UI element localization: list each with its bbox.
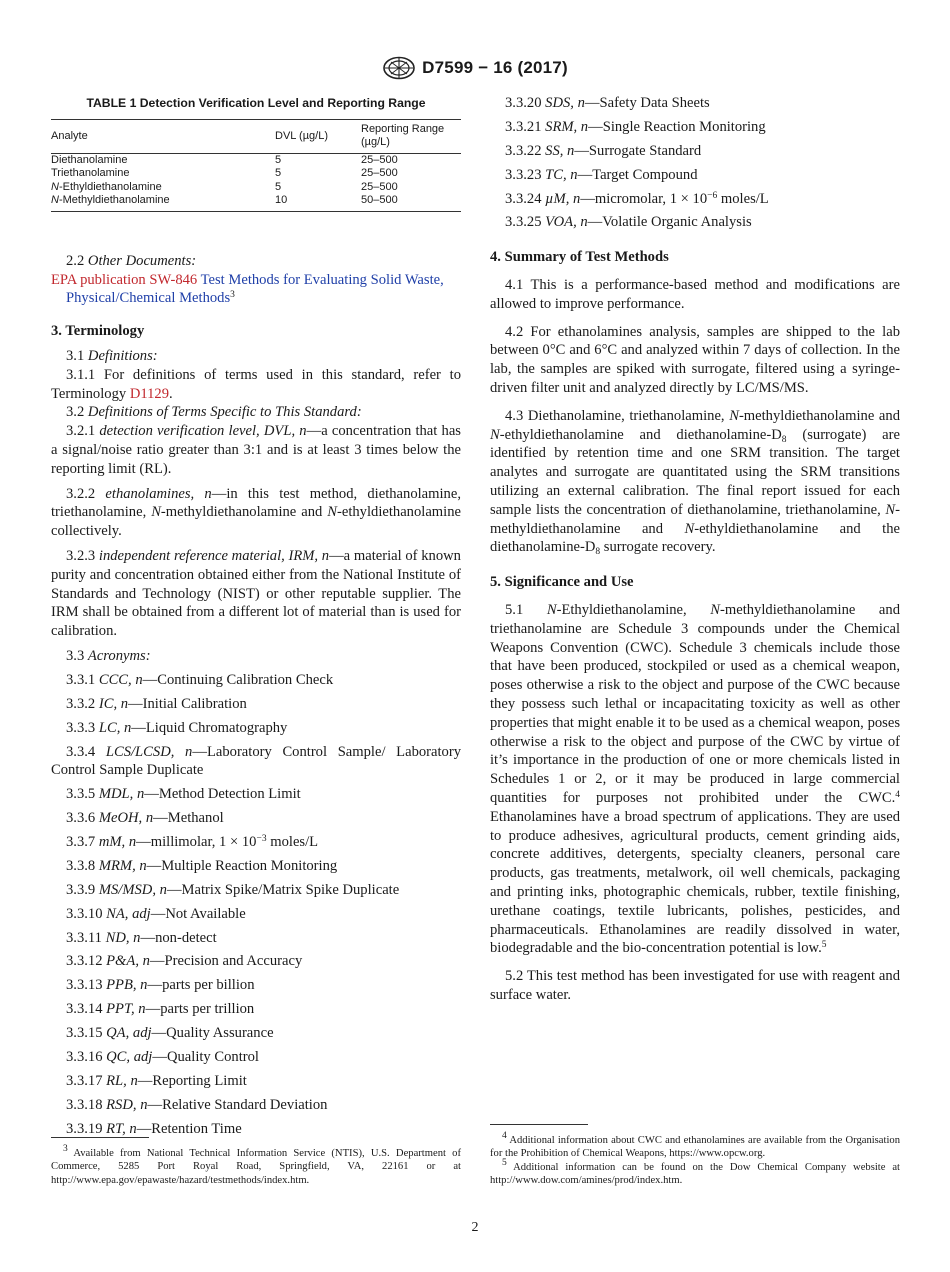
section-3-2-title: 3.2 Definitions of Terms Specific to This Standard: xyxy=(66,404,362,421)
col-header-dvl: DVL (µg/L) xyxy=(275,119,361,153)
section-3-2-3: 3.2.3 independent reference material, IRM, n—a material of known purity and concentration obtained either from the National Institute of Standards and Technology (NIST) or other reputable supplier. The IRM shall be obtained from a different lot of material than is used for calibration. xyxy=(51,547,461,640)
table-header-row xyxy=(51,119,461,153)
section-2-2-reference: EPA publication SW-846 Test Methods for Evaluating Solid Waste, Physical/Chemical Methods$^3$ xyxy=(51,271,444,307)
acronym-item: 3.3.15 QA, adj—Quality Assurance xyxy=(66,1025,274,1042)
table-title: TABLE 1 Detection Verification Level and Reporting Range xyxy=(86,96,426,110)
section-3-heading: 3. Terminology xyxy=(51,323,145,340)
section-3-1-title: 3.1 Definitions: xyxy=(66,347,158,364)
acronym-list-right xyxy=(490,94,900,232)
epa-publication-link[interactable]: EPA publication SW-846 xyxy=(51,271,198,288)
cell-analyte: N-Methyldiethanolamine xyxy=(51,194,170,207)
cell-range: 25–500 xyxy=(361,167,398,180)
table-row xyxy=(51,167,461,181)
cell-analyte: Triethanolamine xyxy=(51,167,130,180)
acronym-item: 3.3.4 LCS/LCSD, n—Laboratory Control Sample/ Laboratory Control Sample Duplicate xyxy=(51,743,462,779)
acronym-item: 3.3.20 SDS, n—Safety Data Sheets xyxy=(505,95,710,111)
section-5-2: 5.2 This test method has been investigated for use with reagent and surface water. xyxy=(490,968,900,1003)
acronym-item: 3.3.25 VOA, n—Volatile Organic Analysis xyxy=(505,214,752,231)
section-4-heading: 4. Summary of Test Methods xyxy=(490,249,669,266)
cell-dvl: 5 xyxy=(275,153,282,166)
table-row xyxy=(51,181,461,195)
acronym-item: 3.3.10 NA, adj—Not Available xyxy=(66,905,246,922)
acronym-item: 3.3.16 QC, adj—Quality Control xyxy=(66,1048,259,1065)
acronym-item: 3.3.19 RT, n—Retention Time xyxy=(66,1120,242,1137)
section-4-3: 4.3 Diethanolamine, triethanolamine, N-methyldiethanolamine and N-ethyldiethanolamine and diethanolamine-$D_8$ (surrogate) are identified by retention time and one SRM transition. The target analytes and surrogate are quantitated using the SRM transitions utilizing an external calibration. The final report issued for each sample lists the concentration of diethanolamine, triethanolamine, N-methyldiethanolamine and N-ethyldiethanolamine and the diethanolamine-$D_8$ surrogate recovery. xyxy=(490,407,901,558)
acronym-item: 3.3.23 TC, n—Target Compound xyxy=(505,166,698,183)
section-4-2: 4.2 For ethanolamines analysis, samples are shipped to the lab between 0°C and 6°C and analyzed within 7 days of collection. In the lab, the samples are spiked with surrogate, filtered using a syringe-driven filter unit and analyzed directly by LC/MS/MS. xyxy=(490,323,900,397)
col-header-range: Reporting Range (µg/L) xyxy=(361,119,461,153)
footnote-rule-left xyxy=(51,1137,149,1138)
section-5-1: 5.1 N-Ethyldiethanolamine, N-methyldiethanolamine and triethanolamine are Schedule 3 compounds under the Chemical Weapons Convention (CWC). Schedule 3 chemicals include those that have been produced, stockpiled or used as a chemical weapon, poses otherwise a risk to the object and purpose of the CWC because they possess such lethal or incapacitating toxicity as well as other properties that might enable it to be used as a chemical weapon, poses otherwise a risk to the object and purpose of the CWC by virtue of it’s importance in the production of one or more chemicals listed in Schedules 1 or 2, or it may be produced in large commercial quantities for purposes not prohibited under the CWC.$^4$ Ethanolamines have a broad spectrum of applications. They are used to produce adhesives, agricultural products, cement grinding aids, concrete additives, detergents, specialty cleaners, personal care products, gas treatments, metalwork, oil well chemicals, packaging and printing inks, photographic chemicals, rubber, textile finishing, urethane coatings, textile lubricants, polishes, pesticides, and pharmaceuticals. Ethanolamines are readily dissolved in water, biodegradable and the bio-concentration potential is low.$^5$ xyxy=(490,602,901,957)
page-number: 2 xyxy=(471,1220,479,1235)
designation: D7599 − 16 (2017) xyxy=(422,58,568,77)
left-column xyxy=(51,94,461,1138)
section-4-1: 4.1 This is a performance-based method and modifications are allowed to improve performance. xyxy=(490,277,900,312)
section-3-1-1: 3.1.1 For definitions of terms used in this standard, refer to Terminology D1129. xyxy=(51,366,461,402)
right-column xyxy=(490,94,900,1005)
acronym-item: 3.3.17 RL, n—Reporting Limit xyxy=(66,1072,247,1089)
detection-table xyxy=(51,119,461,212)
acronym-item: 3.3.5 MDL, n—Method Detection Limit xyxy=(66,786,301,803)
test-methods-link[interactable]: Test Methods for Evaluating Solid Waste, Physical/Chemical Methods xyxy=(66,271,444,307)
acronym-item: 3.3.13 PPB, n—parts per billion xyxy=(66,977,255,994)
acronym-item: 3.3.9 MS/MSD, n—Matrix Spike/Matrix Spike Duplicate xyxy=(66,881,400,898)
section-5-heading: 5. Significance and Use xyxy=(490,574,634,591)
footnote-5: $^5$ Additional information can be found on the Dow Chemical Company website at http://www.dow.com/amines/prod/index.htm. xyxy=(490,1158,900,1187)
section-3-2-1: 3.2.1 detection verification level, DVL, n—a concentration that has a signal/noise ratio greater than 3:1 and is at least 3 times below the reporting limit (RL). xyxy=(51,423,461,477)
acronym-item: 3.3.22 SS, n—Surrogate Standard xyxy=(505,142,702,159)
acronym-list-left xyxy=(51,671,461,1139)
astm-logo xyxy=(382,56,416,80)
page-header xyxy=(0,56,950,80)
acronym-item: 3.3.12 P&A, n—Precision and Accuracy xyxy=(66,953,303,970)
acronym-item: 3.3.7 mM, n—millimolar, $1 \times 10^{-3}$ moles/L xyxy=(66,833,319,850)
table-row xyxy=(51,153,461,167)
acronym-item: 3.3.18 RSD, n—Relative Standard Deviation xyxy=(66,1096,328,1113)
acronym-item: 3.3.8 MRM, n—Multiple Reaction Monitoring xyxy=(66,857,338,874)
table-row xyxy=(51,194,461,211)
footnote-3: $^3$ Available from National Technical Information Service (NTIS), U.S. Department of Commerce, 5285 Port Royal Road, Springfield, VA, 22161 or at http://www.epa.gov/epawaste/hazard/testmethods/index.htm. xyxy=(51,1144,461,1186)
section-2-2-title: 2.2 Other Documents: xyxy=(66,252,197,269)
cell-range: 25–500 xyxy=(361,180,398,193)
footnote-4: $^4$ Additional information about CWC and ethanolamines are available from the Organisation for the Prohibition of Chemical Weapons, https://www.opcw.org. xyxy=(490,1131,900,1160)
acronym-item: 3.3.21 SRM, n—Single Reaction Monitoring xyxy=(505,118,766,135)
acronym-item: 3.3.6 MeOH, n—Methanol xyxy=(66,810,224,827)
acronym-item: 3.3.14 PPT, n—parts per trillion xyxy=(66,1001,255,1018)
cell-dvl: 5 xyxy=(275,167,282,180)
section-3-3-title: 3.3 Acronyms: xyxy=(66,647,151,664)
cell-range: 25–500 xyxy=(361,153,398,166)
acronym-item: 3.3.3 LC, n—Liquid Chromatography xyxy=(66,719,288,736)
cell-dvl: 5 xyxy=(275,180,282,193)
section-3-2-2: 3.2.2 ethanolamines, n—in this test method, diethanolamine, triethanolamine, N-methyldiethanolamine and N-ethyldiethanolamine collectively. xyxy=(51,485,461,540)
acronym-item: 3.3.1 CCC, n—Continuing Calibration Check xyxy=(66,671,334,688)
acronym-item: 3.3.2 IC, n—Initial Calibration xyxy=(66,695,247,712)
acronym-item: 3.3.24 µM, n—micromolar, $1 \times 10^{-6}$ moles/L xyxy=(505,190,769,207)
d1129-link[interactable]: D1129 xyxy=(129,385,170,402)
cell-range: 50–500 xyxy=(361,194,398,207)
col-header-analyte: Analyte xyxy=(51,119,275,153)
footnote-rule-right xyxy=(490,1124,588,1125)
cell-analyte: Diethanolamine xyxy=(51,153,128,166)
acronym-item: 3.3.11 ND, n—non-detect xyxy=(66,929,217,946)
cell-dvl: 10 xyxy=(275,194,288,207)
cell-analyte: N-Ethyldiethanolamine xyxy=(51,180,162,193)
